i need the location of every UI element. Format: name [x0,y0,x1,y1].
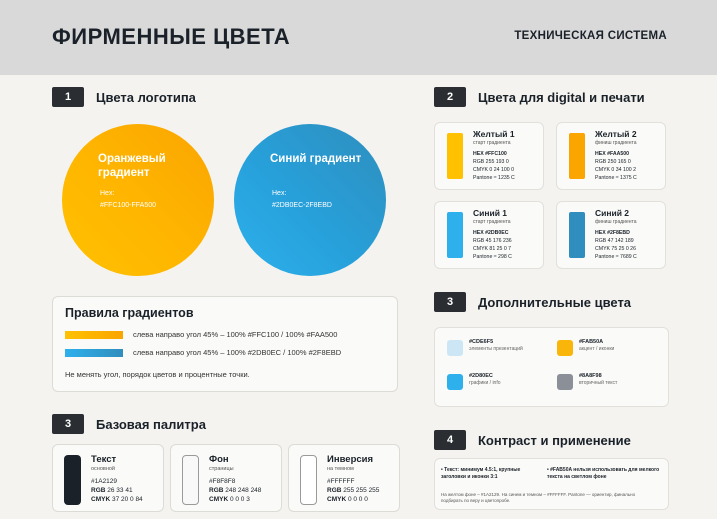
color-pantone: Pantone ≈ 7689 C [595,254,637,260]
section-number: 3 [52,414,84,434]
gradient-rules-card [52,296,398,392]
page-subtitle: ТЕХНИЧЕСКАЯ СИСТЕМА [514,30,667,42]
color-rgb: RGB 250 165 0 [595,159,631,165]
color-swatch [447,133,463,179]
page-title: ФИРМЕННЫЕ ЦВЕТА [52,24,291,49]
digital-color-card [434,201,544,269]
color-cmyk: CMYK 81 25 0 7 [473,246,512,252]
color-name: Желтый 1 [473,129,515,139]
hex-label: Hex: [272,190,287,197]
color-name: Синий 1 [473,208,508,218]
color-swatch [447,340,463,356]
color-name: Инверсия [327,454,374,465]
gradient-rule-row [65,330,337,339]
color-hex: #2D80EC [469,373,493,379]
orange-gradient-swatch [62,124,214,276]
yellow-gradient-bar [65,331,123,339]
color-hex: HEX #FFC100 [473,151,507,157]
color-name: Желтый 2 [595,129,637,139]
swatch-name: Синий градиент [270,153,362,165]
color-swatch [557,340,573,356]
color-cmyk: CMYK 0 0 0 0 [327,496,368,503]
palette-card-background [170,444,282,512]
palette-card-text [52,444,164,512]
palette-card-inverse [288,444,400,512]
color-rgb: RGB 248 248 248 [209,487,262,494]
digital-color-card [556,122,666,190]
color-hex: #1A2129 [91,478,118,485]
color-rgb: RGB 47 142 189 [595,238,634,244]
gradient-rules-note: Не менять угол, порядок цветов и процентные точки. [65,370,250,379]
color-swatch [447,212,463,258]
color-role: элементы презентаций [469,346,523,352]
section-title: Базовая палитра [96,416,206,432]
color-hex: #F8F8F8 [209,478,236,485]
color-role: на темном [327,466,354,472]
color-rgb: RGB 255 193 0 [473,159,509,165]
section-extra-colors-header [434,292,631,312]
contrast-rule: • #FAB50A нельзя использовать для мелкого текста на светлом фоне [547,467,660,480]
contrast-rule: • Текст: минимум 4.5:1, крупные заголовки и иконки 3:1 [441,467,521,480]
color-cmyk: CMYK 0 24 100 0 [473,167,514,173]
color-cmyk: CMYK 37 20 0 84 [91,496,143,503]
color-hex: #FAB50A [579,339,604,345]
color-role: старт градиента [473,140,511,146]
color-pantone: Pantone ≈ 1375 C [595,175,637,181]
color-role: основной [91,466,115,472]
color-rgb: RGB 45 176 236 [473,238,512,244]
hex-value: #2DB0EC-2F8EBD [272,202,332,209]
section-number: 4 [434,430,466,450]
color-name: Синий 2 [595,208,630,218]
page-header [0,0,717,75]
color-swatch [569,212,585,258]
color-swatch [64,455,81,505]
color-role: страницы [209,466,234,472]
blue-gradient-swatch [234,124,386,276]
gradient-rule-text: слева направо угол 45% – 100% #2DB0EC / 100% #2F8EBD [133,348,342,357]
section-contrast-header [434,430,631,450]
contrast-card [434,458,669,510]
color-hex: #8A8F98 [579,373,602,379]
color-swatch [569,133,585,179]
color-name: Текст [91,454,117,465]
section-logo-colors-header [52,87,196,107]
color-pantone: Pantone ≈ 298 C [473,254,512,260]
color-role: вторичный текст [579,380,618,386]
color-cmyk: CMYK 75 25 0 26 [595,246,636,252]
color-rgb: RGB 255 255 255 [327,487,380,494]
section-title: Цвета для digital и печати [478,89,645,105]
color-cmyk: CMYK 0 0 0 3 [209,496,250,503]
color-hex: #CDE6F5 [469,339,494,345]
color-pantone: Pantone ≈ 1235 C [473,175,515,181]
color-hex: HEX #2DB0EC [473,230,509,236]
color-cmyk: CMYK 0 34 100 2 [595,167,636,173]
digital-color-card [434,122,544,190]
swatch-name: Оранжевый градиент [98,153,166,179]
section-title: Цвета логотипа [96,89,196,105]
gradient-rule-row [65,348,341,357]
section-base-palette-header [52,414,206,434]
hex-label: Hex: [100,190,115,197]
gradient-rule-text: слева направо угол 45% – 100% #FFC100 / 100% #FAA500 [133,330,338,339]
color-hex: HEX #FAA500 [595,151,630,157]
blue-gradient-bar [65,349,123,357]
color-name: Фон [209,454,229,465]
color-swatch [182,455,199,505]
section-number: 1 [52,87,84,107]
section-number: 3 [434,292,466,312]
color-swatch [447,374,463,390]
color-swatch [300,455,317,505]
extra-colors-card [434,327,669,407]
color-hex: #FFFFFF [327,478,355,485]
section-number: 2 [434,87,466,107]
color-swatch [557,374,573,390]
color-role: старт градиента [473,219,511,225]
color-rgb: RGB 26 33 41 [91,487,133,494]
hex-value: #FFC100-FFA500 [100,202,157,209]
section-digital-header [434,87,645,107]
color-role: графики / info [469,380,501,386]
color-role: финиш градиента [595,140,637,146]
gradient-rules-title: Правила градиентов [65,306,194,320]
section-title: Дополнительные цвета [478,294,632,310]
color-role: финиш градиента [595,219,637,225]
section-title: Контраст и применение [478,432,631,448]
color-role: акцент / иконки [579,346,615,352]
digital-color-card [556,201,666,269]
color-hex: HEX #2F8EBD [595,230,630,236]
contrast-note: На желтом фоне – #1A2129. На синем и темном – #FFFFFF. Pantone — ориентир, финально подбирать по веру и цветопробе. [441,492,636,503]
